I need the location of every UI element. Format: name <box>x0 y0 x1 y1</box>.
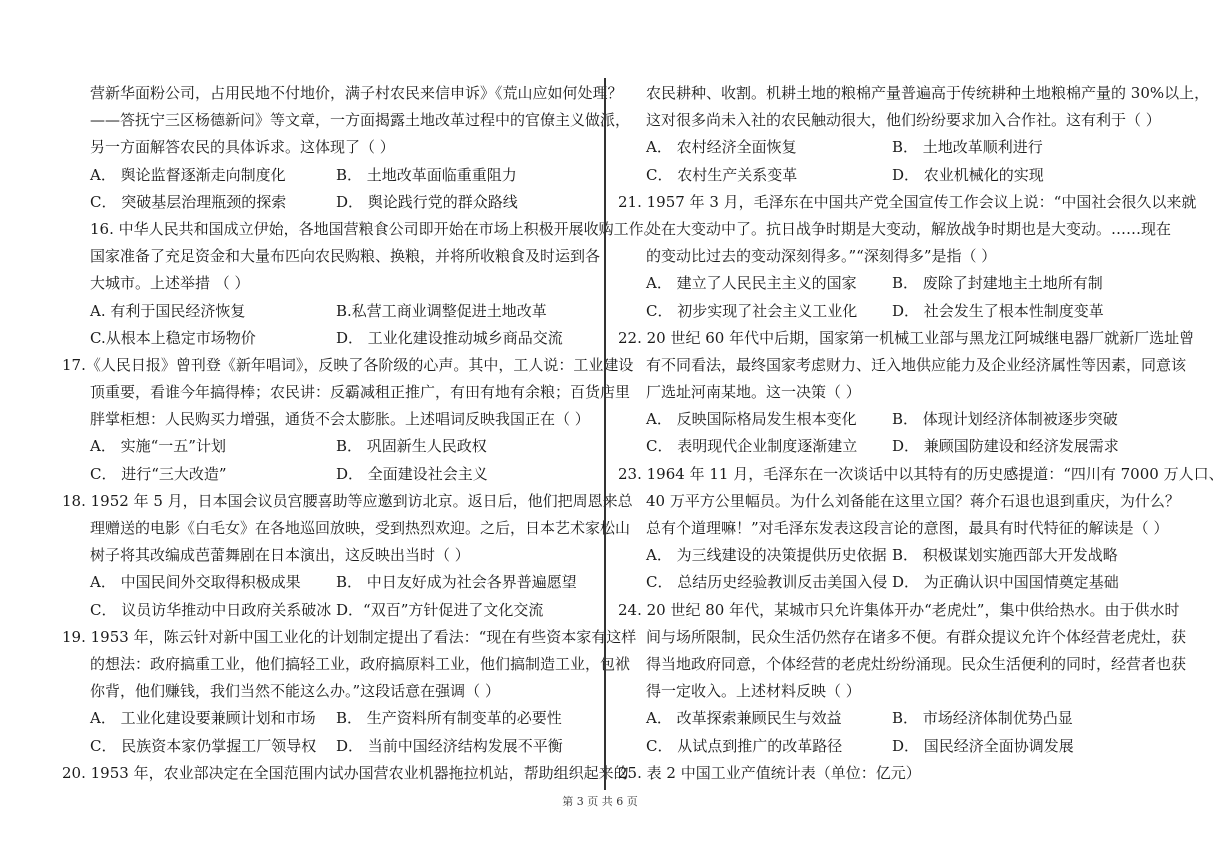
answer-options-row <box>618 162 1158 189</box>
answer-option: D． 工业化建设推动城乡商品交流 <box>336 328 563 347</box>
answer-option: C． 初步实现了社会主义工业化 <box>646 301 858 320</box>
question-text-line: 40 万平方公里幅员。为什么刘备能在这里立国？蒋介石退也退到重庆，为什么？ <box>646 491 1180 510</box>
answer-option: C． 农村生产关系变革 <box>646 165 798 184</box>
answer-option: C． 表明现代企业制度逐渐建立 <box>646 437 858 456</box>
question-text-line: 国家准备了充足资金和大量布匹向农民购粮、换粮，并将所收粮食及时运到各 <box>90 247 601 266</box>
answer-options-row <box>62 705 592 732</box>
answer-options-row <box>62 597 592 624</box>
answer-option: A． 反映国际格局发生根本变化 <box>646 410 857 429</box>
question-text-line: 22. 20 世纪 60 年代中后期，国家第一机械工业部与黑龙江阿城继电器厂就新厂选址曾 <box>618 328 1195 347</box>
question-text-line: 得当地政府同意，个体经营的老虎灶纷纷涌现。民众生活便利的同时，经营者也获 <box>646 654 1187 673</box>
right-column <box>618 80 1224 787</box>
answer-options-row <box>62 733 592 760</box>
answer-option: B． 巩固新生人民政权 <box>336 437 487 456</box>
question-text-line: 的想法：政府搞重工业，他们搞轻工业，政府搞原料工业，他们搞制造工业，包袱 <box>90 654 631 673</box>
answer-options-row <box>618 569 1158 596</box>
answer-option: D． 兼顾国防建设和经济发展需求 <box>892 437 1119 456</box>
question-text-line: 这对很多尚未入社的农民触动很大，他们纷纷要求加入合作社。这有利于（ ） <box>646 111 1161 130</box>
answer-options-row <box>618 134 1158 161</box>
question-text-line: 处在大变动中了。抗日战争时期是大变动，解放战争时期也是大变动。……现在 <box>646 219 1172 238</box>
answer-options-row <box>618 705 1158 732</box>
question-text-line: 另一方面解答农民的具体诉求。这体现了（ ） <box>90 138 395 157</box>
answer-options-row <box>62 433 592 460</box>
answer-option: D． 国民经济全面协调发展 <box>892 736 1074 755</box>
question-text-line: 18. 1952 年 5 月，日本国会议员宫腰喜助等应邀到访北京。返日后，他们把周恩来总 <box>62 491 633 510</box>
answer-option: A． 建立了人民民主主义的国家 <box>646 274 857 293</box>
answer-option: D．“双百”方针促进了文化交流 <box>336 600 544 619</box>
answer-option: D． 当前中国经济结构发展不平衡 <box>336 736 563 755</box>
answer-option: A. 有利于国民经济恢复 <box>90 301 246 320</box>
answer-option: B． 市场经济体制优势凸显 <box>892 709 1073 728</box>
question-text-line: 得一定收入。上述材料反映（ ） <box>646 682 861 701</box>
question-text-line: 21. 1957 年 3 月，毛泽东在中国共产党全国宣传工作会议上说：“中国社会很久以来就 <box>618 192 1197 211</box>
answer-option: B． 生产资料所有制变革的必要性 <box>336 709 562 728</box>
answer-options-row <box>62 162 592 189</box>
answer-option: B． 中日友好成为社会各界普遍愿望 <box>336 573 577 592</box>
answer-option: A． 工业化建设要兼顾计划和市场 <box>90 709 316 728</box>
question-text-line: 树子将其改编成芭蕾舞剧在日本演出，这反映出当时（ ） <box>90 546 470 565</box>
question-text-line: 17.《人民日报》曾刊登《新年唱词》，反映了各阶级的心声。其中，工人说：工业建设 <box>62 355 634 374</box>
column-divider <box>604 78 606 790</box>
answer-options-row <box>62 298 592 325</box>
answer-options-row <box>618 433 1158 460</box>
answer-options-row <box>62 325 592 352</box>
answer-option: A． 中国民间外交取得积极成果 <box>90 573 301 592</box>
answer-option: B． 土地改革面临重重阻力 <box>336 165 517 184</box>
question-text-line: 厂选址河南某地。这一决策（ ） <box>646 383 861 402</box>
answer-option: A． 舆论监督逐渐走向制度化 <box>90 165 286 184</box>
answer-option: B． 体现计划经济体制被逐步突破 <box>892 410 1118 429</box>
answer-option: D． 全面建设社会主义 <box>336 464 488 483</box>
answer-option: D． 社会发生了根本性制度变革 <box>892 301 1104 320</box>
question-text-line: 营新华面粉公司，占用民地不付地价，满子村农民来信申诉》《荒山应如何处理？ <box>90 84 623 102</box>
answer-options-row <box>618 406 1158 433</box>
question-text-line: 你背，他们赚钱，我们当然不能这么办。”这段话意在强调（ ） <box>90 682 500 701</box>
question-text-line: 大城市。上述举措 （ ） <box>90 274 250 293</box>
answer-option: B.私营工商业调整促进土地改革 <box>336 301 547 320</box>
question-text-line: 总有个道理嘛！”对毛泽东发表这段言论的意图，最具有时代特征的解读是（ ） <box>646 519 1169 537</box>
answer-options-row <box>618 733 1158 760</box>
question-text-line: 20. 1953 年，农业部决定在全国范围内试办国营农业机器拖拉机站，帮助组织起来的 <box>62 763 629 782</box>
answer-option: D． 为正确认识中国国情奠定基础 <box>892 573 1119 592</box>
page-footer: 第 3 页 共 6 页 <box>562 795 638 808</box>
answer-options-row <box>62 569 592 596</box>
question-text-line: ——答抚宁三区杨德新问》等文章，一方面揭露土地改革过程中的官僚主义做派， <box>90 111 631 130</box>
question-text-line: 19. 1953 年，陈云针对新中国工业化的计划制定提出了看法：“现在有些资本家有这样 <box>62 627 637 646</box>
answer-option: C． 进行“三大改造” <box>90 464 227 483</box>
answer-option: B． 废除了封建地主土地所有制 <box>892 274 1103 293</box>
question-text-line: 理赠送的电影《白毛女》在各地巡回放映，受到热烈欢迎。之后，日本艺术家松山 <box>90 519 631 537</box>
question-text-line: 的变动比过去的变动深刻得多。”“深刻得多”是指（ ） <box>646 247 997 266</box>
answer-option: A． 农村经济全面恢复 <box>646 138 797 157</box>
answer-option: C． 民族资本家仍掌握工厂领导权 <box>90 736 317 755</box>
question-text-line: 23. 1964 年 11 月，毛泽东在一次谈话中以其特有的历史感提道：“四川有 7000 万人口、 <box>618 464 1224 483</box>
answer-option: C． 从试点到推广的改革路径 <box>646 736 843 755</box>
answer-options-row <box>62 189 592 216</box>
answer-option: A． 实施“一五”计划 <box>90 437 226 456</box>
question-text-line: 25. 表 2 中国工业产值统计表（单位：亿元） <box>618 763 921 782</box>
question-text-line: 间与场所限制，民众生活仍然存在诸多不便。有群众提议允许个体经营老虎灶，获 <box>646 627 1187 646</box>
answer-option: C． 突破基层治理瓶颈的探索 <box>90 192 287 211</box>
answer-options-row <box>618 298 1158 325</box>
question-text-line: 16. 中华人民共和国成立伊始，各地国营粮食公司即开始在市场上积极开展收购工作。 <box>90 219 659 238</box>
question-text-line: 有不同看法，最终国家考虑财力、迁入地供应能力及企业经济属性等因素，同意该 <box>646 355 1187 374</box>
answer-option: B． 土地改革顺利进行 <box>892 138 1043 157</box>
answer-option: A． 改革探索兼顾民生与效益 <box>646 709 842 728</box>
answer-option: A． 为三线建设的决策提供历史依据 <box>646 546 887 565</box>
answer-option: D． 农业机械化的实现 <box>892 165 1044 184</box>
answer-option: C． 总结历史经验教训反击美国入侵 <box>646 573 888 592</box>
question-text-line: 胖掌柜想：人民购买力增强，通货不会太膨胀。上述唱词反映我国正在（ ） <box>90 410 590 429</box>
question-text-line: 顶重要，看谁今年搞得棒；农民讲：反霸减租正推广，有田有地有余粮；百货店里 <box>90 383 631 402</box>
question-text-line: 24. 20 世纪 80 年代，某城市只允许集体开办“老虎灶”，集中供给热水。由于供水时 <box>618 600 1180 619</box>
answer-option: C． 议员访华推动中日政府关系破冰 <box>90 600 332 619</box>
answer-option: D． 舆论践行党的群众路线 <box>336 192 518 211</box>
answer-options-row <box>618 270 1158 297</box>
answer-option: C.从根本上稳定市场物价 <box>90 328 256 347</box>
answer-option: B． 积极谋划实施西部大开发战略 <box>892 546 1118 565</box>
question-text-line: 农民耕种、收割。机耕土地的粮棉产量普遍高于传统耕种土地粮棉产量的 30%以上， <box>646 84 1210 102</box>
left-column <box>62 80 659 787</box>
answer-options-row <box>62 461 592 488</box>
answer-options-row <box>618 542 1158 569</box>
